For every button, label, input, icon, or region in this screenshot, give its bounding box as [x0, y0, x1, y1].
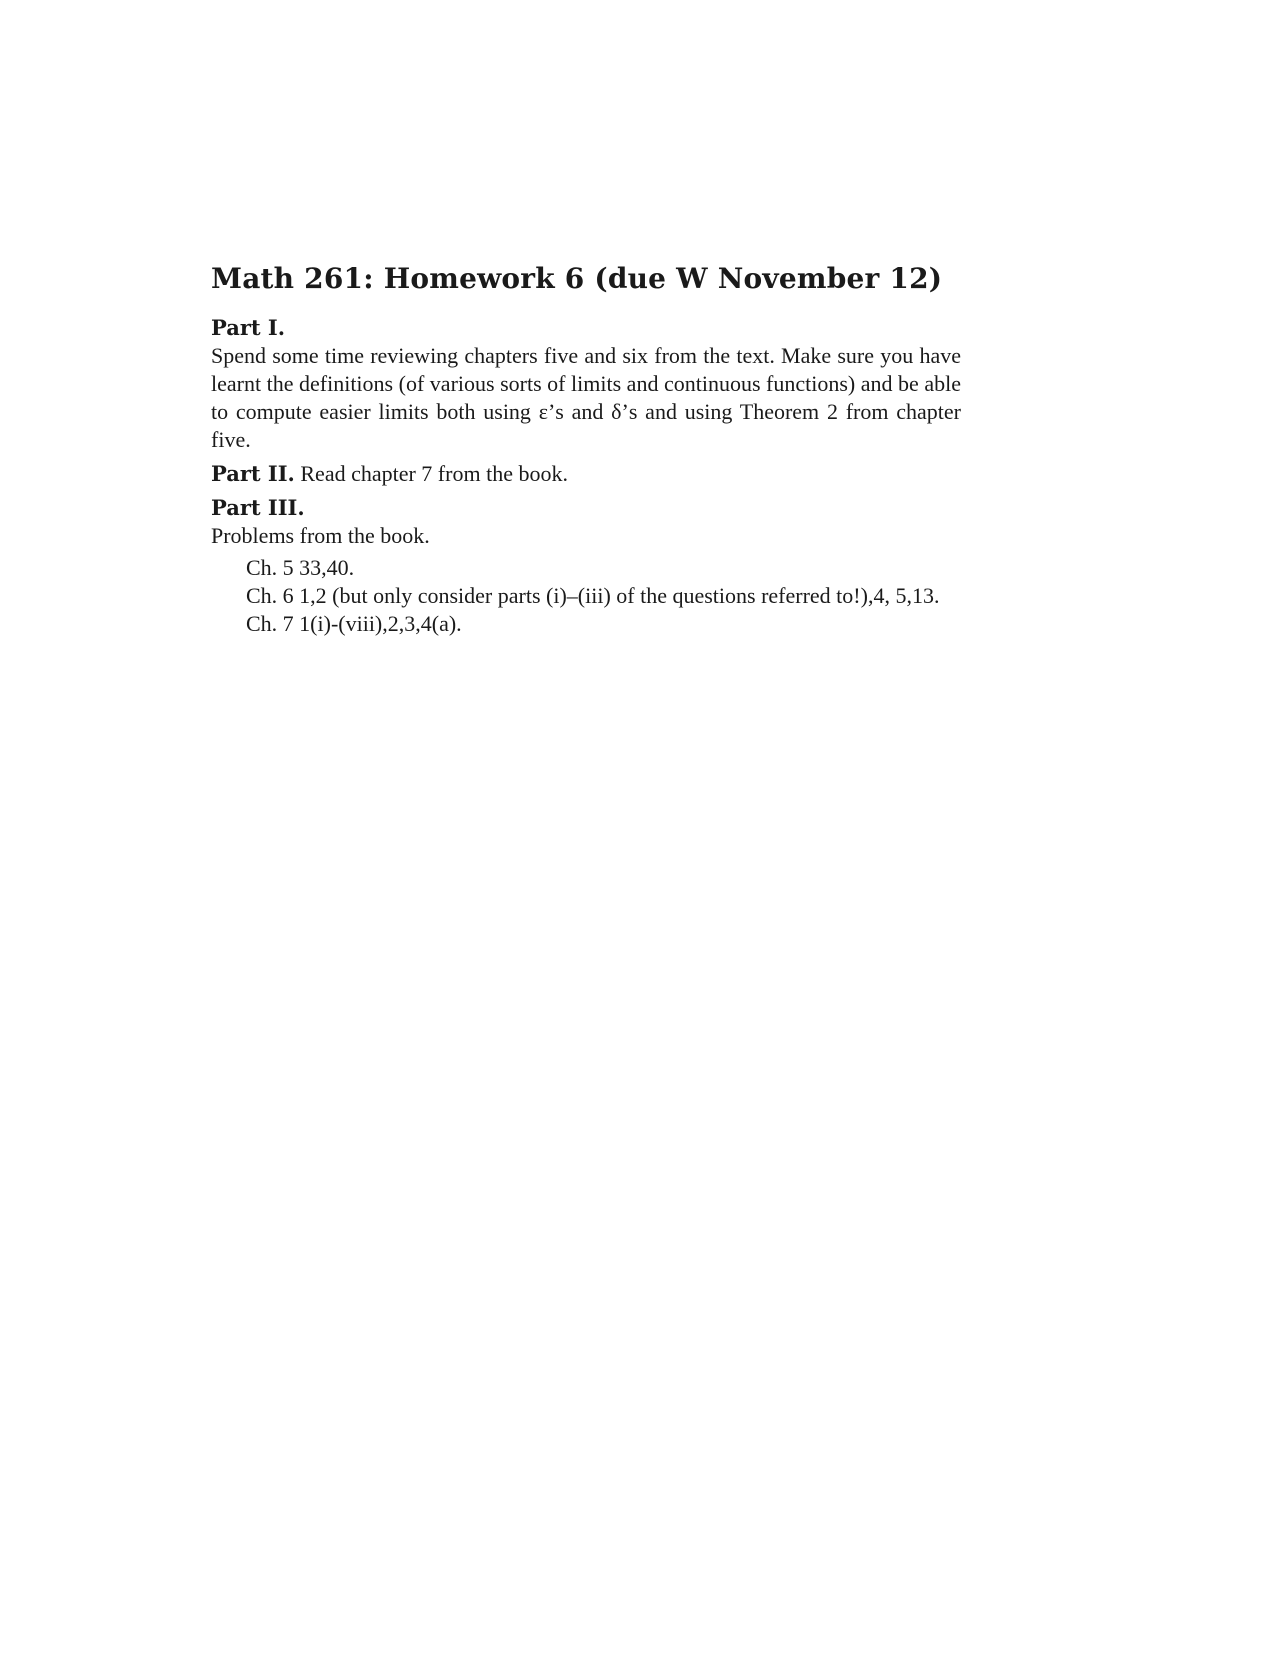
part-one-body: Spend some time reviewing chapters five and six from the text. Make sure you have learnt the definitions (of various sorts of limits and continuous functions) and be able to compute easier limits both using ε’s and δ’s and using Theorem 2 from chapter five. — [211, 343, 961, 452]
part-one-heading: Part I. — [211, 315, 286, 340]
part-one-section — [211, 314, 961, 454]
part-two-body: Read chapter 7 from the book. — [300, 461, 568, 486]
part-two-section — [211, 460, 961, 488]
part-three-section — [211, 494, 961, 638]
problem-list — [211, 554, 961, 638]
problem-item: Ch. 5 33,40. — [246, 555, 355, 580]
page-title: Math 261: Homework 6 (due W November 12) — [211, 262, 943, 295]
problem-item: Ch. 7 1(i)-(viii),2,3,4(a). — [246, 611, 462, 636]
homework-page — [211, 262, 961, 644]
part-three-intro: Problems from the book. — [211, 523, 430, 548]
part-two-heading: Part II. — [211, 461, 295, 486]
part-three-heading: Part III. — [211, 495, 305, 520]
problem-item: Ch. 6 1,2 (but only consider parts (i)–(iii) of the questions referred to!),4, 5,13. — [246, 583, 940, 608]
